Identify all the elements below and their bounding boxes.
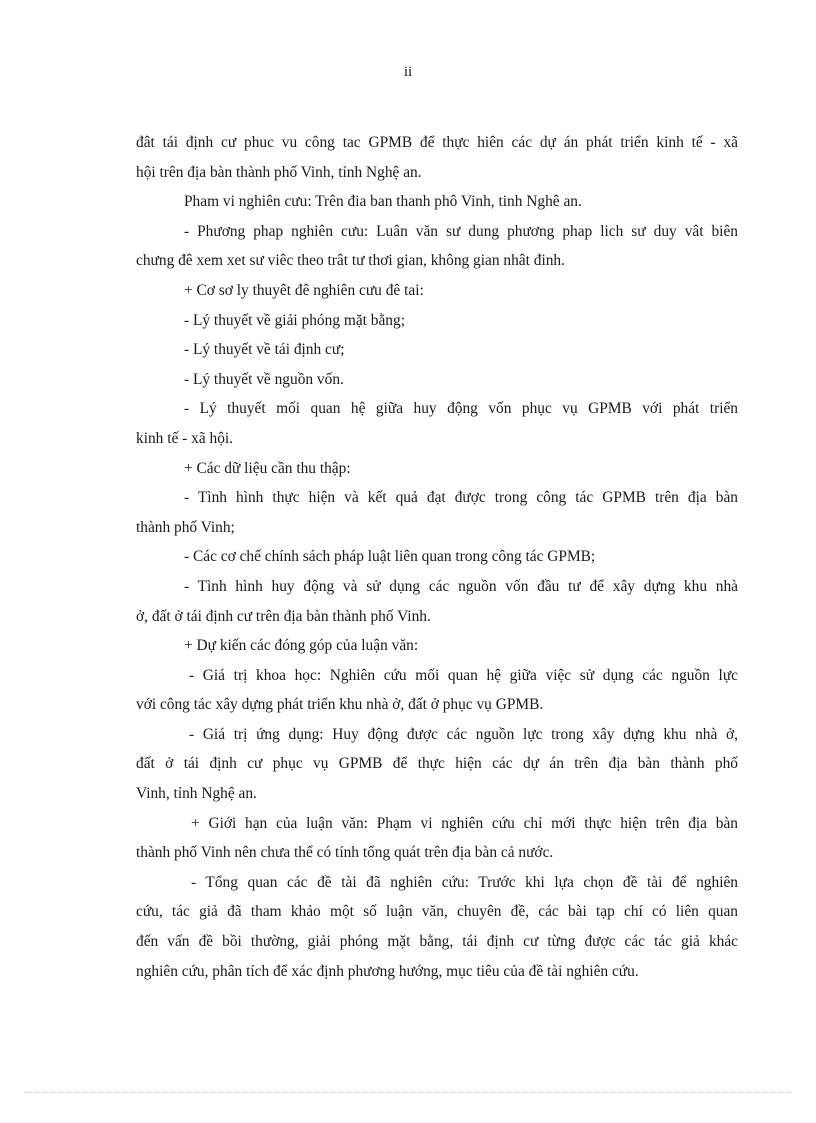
text-line: + Cơ sơ ly thuyêt đê nghiên cưu đê tai:: [184, 281, 424, 299]
text-line: chưng đê xem xet sư viêc theo trât tư thơi gian, không gian nhât đinh.: [136, 252, 565, 270]
text-line: - Lý thuyết về giải phóng mặt bằng;: [184, 311, 405, 329]
text-line: - Lý thuyết về nguồn vốn.: [184, 370, 344, 388]
text-line: - Tình hình huy động và sử dụng các nguồn vốn đầu tư để xây dựng khu nhà: [184, 577, 738, 595]
text-line: + Các dữ liệu cần thu thập:: [184, 459, 351, 477]
text-line: nghiên cứu, phân tích để xác định phương hướng, mục tiêu của đề tài nghiên cứu.: [136, 962, 639, 980]
page-number: ii: [403, 64, 413, 80]
text-line: thành phố Vinh nên chưa thể có tính tổng quát trên địa bàn cả nước.: [136, 844, 554, 862]
footer-rule: [24, 1092, 792, 1093]
text-line: hội trên địa bàn thành phố Vinh, tỉnh Nghệ an.: [136, 163, 422, 181]
text-line: - Giá trị khoa học: Nghiên cứu mối quan hệ giữa việc sử dụng các nguồn lực: [189, 666, 738, 684]
text-line: cứu, tác giả đã tham khảo một số luận văn, chuyên đề, các bài tạp chí có liên quan: [136, 903, 738, 921]
text-line: Vinh, tỉnh Nghệ an.: [136, 785, 257, 803]
text-line: đât tái định cư phuc vu công tac GPMB để thực hiên các dự án phát triển kinh tế - xã: [136, 134, 738, 151]
text-line: đến vấn đề bồi thường, giải phóng mặt bằng, tái định cư từng được các tác giả khác: [136, 933, 738, 951]
text-line: - Phương phap nghiên cưu: Luân văn sư dung phương phap lich sư duy vât biên: [184, 222, 738, 240]
text-line: - Lý thuyết mối quan hệ giữa huy động vốn phục vụ GPMB với phát triển: [184, 400, 738, 418]
text-line: thành phố Vinh;: [136, 518, 235, 536]
text-line: - Lý thuyết về tái định cư;: [184, 341, 345, 359]
text-line: Pham vi nghiên cưu: Trên đia ban thanh phô Vinh, tinh Nghê an.: [184, 193, 582, 211]
text-line: ở, đất ở tái định cư trên địa bàn thành phố Vinh.: [136, 607, 431, 625]
text-line: - Tình hình thực hiện và kết quả đạt được trong công tác GPMB trên địa bàn: [184, 489, 738, 507]
text-line: + Giới hạn của luận văn: Phạm vi nghiên cứu chỉ mới thực hiện trên địa bàn: [191, 814, 738, 832]
text-line: - Các cơ chế chính sách pháp luật liên quan trong công tác GPMB;: [184, 548, 596, 566]
text-line: kinh tế - xã hội.: [136, 429, 234, 447]
text-line: với công tác xây dựng phát triển khu nhà ở, đất ở phục vụ GPMB.: [136, 696, 544, 714]
document-body: [136, 128, 738, 986]
text-line: đất ở tái định cư phục vụ GPMB để thực hiện các dự án trên địa bàn thành phố: [136, 755, 738, 773]
text-line: - Tổng quan các đề tài đã nghiên cứu: Trước khi lựa chọn đề tài để nghiên: [191, 873, 738, 891]
text-line: + Dự kiến các đóng góp của luận văn:: [184, 637, 419, 655]
text-line: - Giá trị ứng dụng: Huy động được các nguồn lực trong xây dựng khu nhà ở,: [189, 725, 738, 743]
